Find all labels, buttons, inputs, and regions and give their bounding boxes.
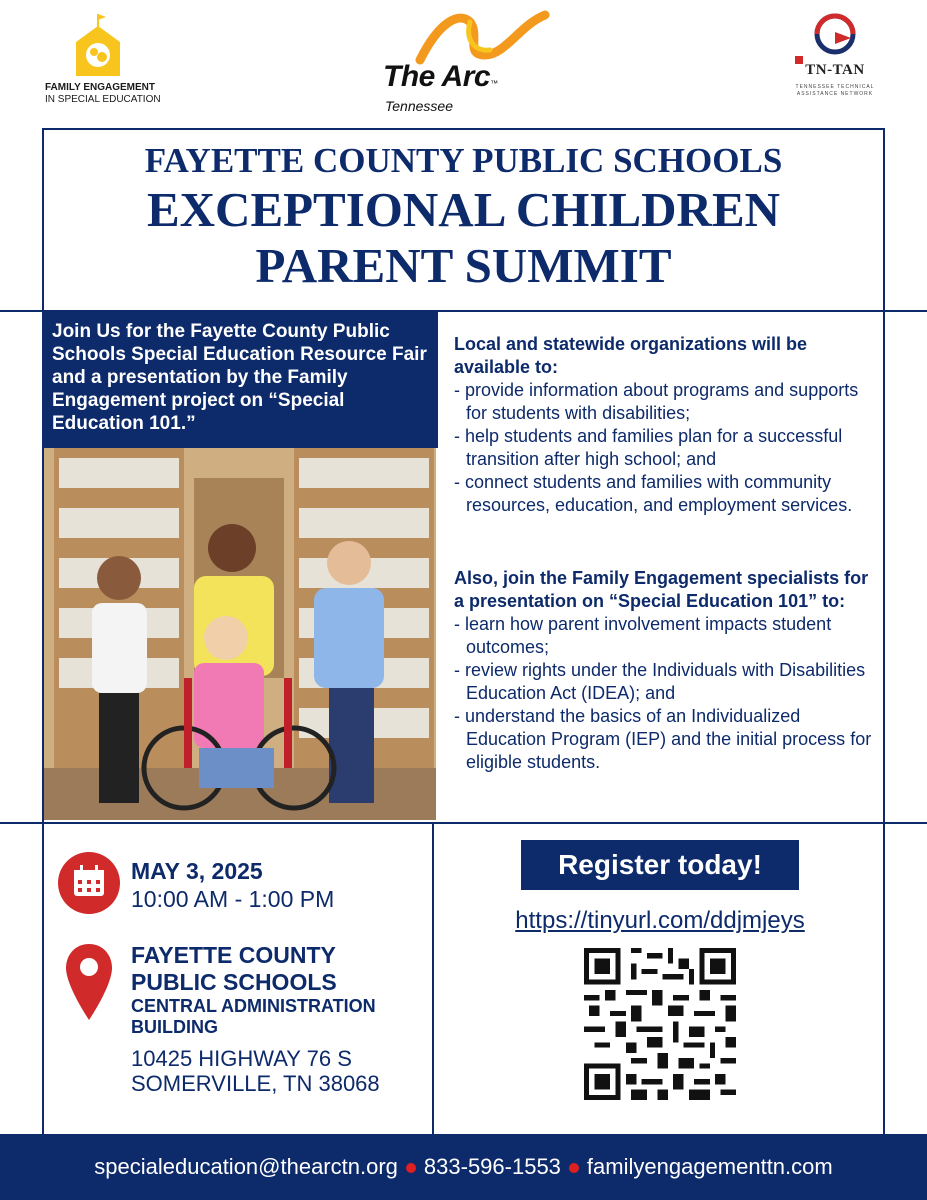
tntan-sub1: TENNESSEE TECHNICAL — [795, 84, 875, 90]
title-line2: EXCEPTIONAL CHILDREN — [146, 182, 781, 237]
orgs-section — [454, 333, 874, 517]
frame-right-line — [883, 128, 885, 1134]
calendar-icon — [58, 852, 120, 914]
address-line2: SOMERVILLE, TN 38068 — [131, 1071, 380, 1096]
building-line1: CENTRAL ADMINISTRATION — [131, 996, 376, 1016]
presentation-heading: Also, join the Family Engagement specialists for a presentation on “Special Education 101” to: — [454, 568, 869, 611]
fe-logo-line1: FAMILY ENGAGEMENT — [45, 82, 156, 93]
location-block — [131, 942, 431, 1096]
presentation-item: - understand the basics of an Individualized Education Program (IEP) and the initial process for eligible students. — [454, 706, 872, 772]
orgs-item: - connect students and families with community resources, education, and employment services. — [454, 472, 853, 515]
building-line2: BUILDING — [131, 1017, 218, 1037]
footer-separator-dot — [569, 1163, 579, 1173]
location-line1: FAYETTE COUNTY — [131, 942, 336, 968]
footer-phone-link[interactable]: 833-596-1553 — [423, 1154, 561, 1179]
tntan-name: TN-TAN — [805, 62, 865, 78]
orgs-item: - help students and families plan for a successful transition after high school; and — [454, 426, 843, 469]
orgs-heading: Local and statewide organizations will be available to: — [454, 334, 808, 377]
family-engagement-logo — [40, 10, 190, 110]
footer-email-link[interactable]: specialeducation@thearctn.org — [94, 1154, 398, 1179]
tn-tan-emblem-icon — [805, 12, 865, 56]
fe-logo-line2: IN SPECIAL EDUCATION — [45, 94, 161, 105]
register-url-link[interactable]: https://tinyurl.com/ddjmjeys — [515, 907, 805, 934]
footer-separator-dot — [406, 1163, 416, 1173]
tn-tan-logo — [785, 12, 885, 122]
footer-website-link[interactable]: familyengagementtn.com — [586, 1154, 833, 1179]
orgs-item: - provide information about programs and supports for students with disabilities; — [454, 380, 859, 423]
presentation-section — [454, 567, 874, 774]
frame-top-line — [42, 128, 885, 130]
register-button[interactable]: Register today! — [521, 840, 799, 890]
arc-tm: ™ — [490, 79, 499, 88]
address-line1: 10425 HIGHWAY 76 S — [131, 1046, 352, 1071]
arc-state: Tennessee — [385, 98, 453, 114]
event-time: 10:00 AM - 1:00 PM — [131, 886, 335, 912]
arc-name: The Arc — [383, 60, 491, 93]
library-kids-illustration — [44, 448, 436, 820]
qr-code[interactable] — [584, 948, 736, 1100]
location-pin-icon — [64, 942, 114, 1022]
title-line1: FAYETTE COUNTY PUBLIC SCHOOLS — [144, 141, 783, 180]
children-photo — [44, 448, 436, 820]
presentation-item: - learn how parent involvement impacts student outcomes; — [454, 614, 832, 657]
the-arc-logo — [380, 10, 550, 115]
location-line2: PUBLIC SCHOOLS — [131, 969, 337, 995]
event-date: MAY 3, 2025 — [131, 858, 263, 884]
divider-event-register — [432, 822, 434, 1134]
presentation-item: - review rights under the Individuals with Disabilities Education Act (IDEA); and — [454, 660, 866, 703]
tntan-sub2: ASSISTANCE NETWORK — [796, 91, 874, 97]
title-block — [44, 140, 883, 294]
schoolhouse-icon — [68, 10, 128, 80]
intro-box: Join Us for the Fayette County Public Schools Special Education Resource Fair and a presentation by the Family Engagement project on “Special Education 101.” — [42, 312, 438, 448]
title-line3: PARENT SUMMIT — [255, 238, 672, 293]
divider-above-event — [0, 822, 927, 824]
footer-bar — [0, 1134, 927, 1200]
